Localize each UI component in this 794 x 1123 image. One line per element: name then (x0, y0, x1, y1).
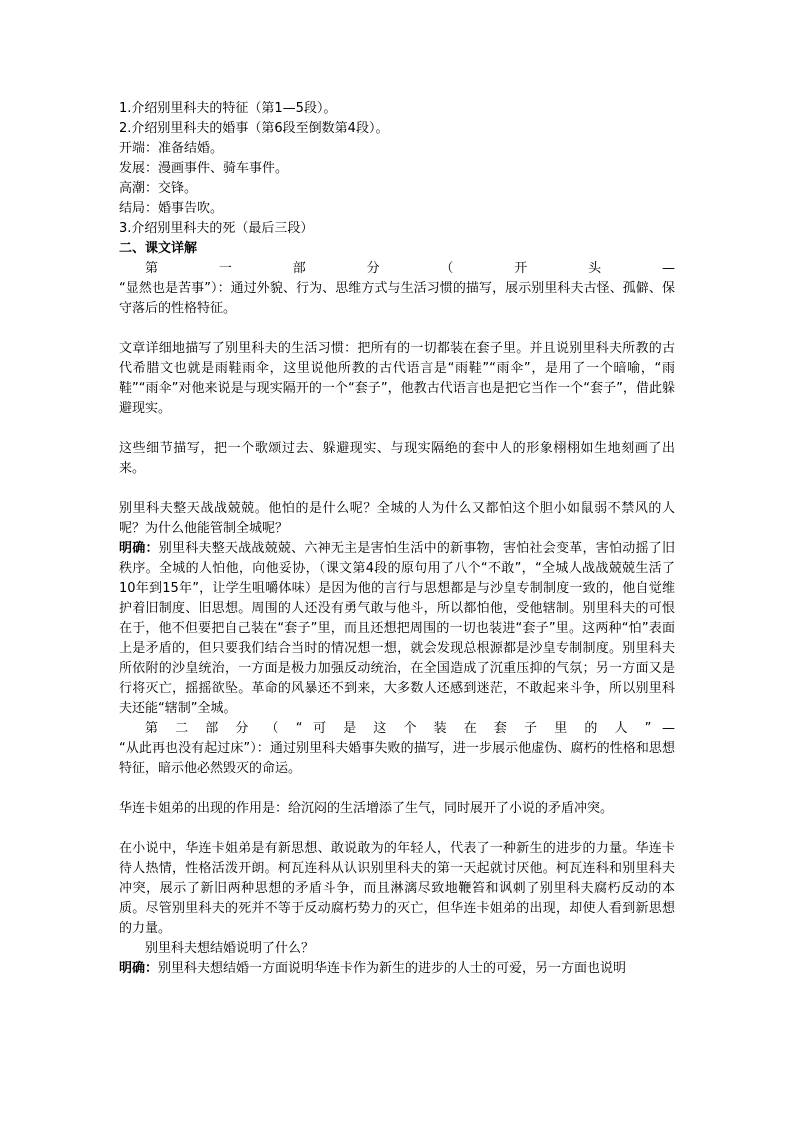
outline-sub-opening: 开端：准备结婚。 (119, 141, 224, 156)
part-one-title-line: 第 一 部 分 （ 开 头 — (145, 261, 675, 276)
paragraph-answer-fear (119, 539, 675, 719)
part-two-summary: “从此再也没有起过床”）：通过别里科夫婚事失败的描写，进一步展示他虚伪、腐朽的性格和思想特征，暗示他必然毁灭的命运。 (119, 741, 675, 776)
paragraph-question-marriage: 别里科夫想结婚说明了什么？ (145, 941, 315, 956)
outline-item-2: 2.介绍别里科夫的婚事（第6段至倒数第4段）。 (119, 121, 389, 136)
paragraph-answer-marriage (119, 959, 675, 979)
outline-sub-ending: 结局：婚事告吹。 (119, 201, 224, 216)
paragraph-habits: 文章详细地描写了别里科夫的生活习惯：把所有的一切都装在套子里。并且说别里科夫所教的古代希腊文也就是雨鞋雨伞，这里说他所教的古代语言是“雨鞋”“雨伞”，是用了一个暗喻，“雨鞋”“雨伞”对他来说是与现实隔开的一个“套子”，他教古代语言也是把它当作一个“套子”，借此躲避现实。 (119, 341, 675, 416)
outline-item-3: 3.介绍别里科夫的死（最后三段） (119, 221, 314, 236)
part-one-summary: “显然也是苦事”）：通过外貌、行为、思维方式与生活习惯的描写，展示别里科夫古怪、孤僻、保守落后的性格特征。 (119, 281, 675, 316)
paragraph-varenka-role: 华连卡姐弟的出现的作用是：给沉闷的生活增添了生气，同时展开了小说的矛盾冲突。 (119, 801, 614, 816)
answer-text: 别里科夫整天战战兢兢、六神无主是害怕生活中的新事物，害怕社会变革，害怕动摇了旧秩序。全城的人怕他，向他妥协，（课文第4段的原句用了八个“不敢”，“全城人战战兢兢生活了10年到15年”，让学生咀嚼体味）是因为他的言行与思想都是与沙皇专制制度一致的，他自觉维护着旧制度、旧思想。周围的人还没有勇气敢与他斗，所以都怕他，受他辖制。别里科夫的可恨在于，他不但要把自己装在“套子”里，而且还想把周围的一切也装进“套子”里。这两种“怕”表面上是矛盾的，但只要我们结合当时的情况想一想，就会发现总根源都是沙皇专制制度。别里科夫所依附的沙皇统治，一方面是极力加强反动统治，在全国造成了沉重压抑的气氛；另一方面又是行将灭亡，摇摇欲坠。革命的风暴还不到来，大多数人还感到迷茫，不敢起来斗争，所以别里科夫还能“辖制”全城。 (119, 541, 675, 716)
answer-label: 明确： (119, 961, 159, 976)
outline-item-1: 1.介绍别里科夫的特征（第1—5段）。 (119, 101, 337, 116)
section-heading: 二、课文详解 (119, 241, 198, 256)
outline-sub-development: 发展：漫画事件、骑车事件。 (119, 161, 289, 176)
outline-sub-climax: 高潮：交锋。 (119, 181, 198, 196)
answer-text: 别里科夫想结婚一方面说明华连卡作为新生的进步的人士的可爱，另一方面也说明 (158, 961, 627, 976)
paragraph-varenka-siblings: 在小说中，华连卡姐弟是有新思想、敢说敢为的年轻人，代表了一种新生的进步的力量。华连卡待人热情，性格活泼开朗。柯瓦连科从认识别里科夫的第一天起就讨厌他。柯瓦连科和别里科夫冲突，展示了新旧两种思想的矛盾斗争，而且淋漓尽致地鞭笞和讽刺了别里科夫腐朽反动的本质。尽管别里科夫的死并不等于反动腐朽势力的灭亡，但华连卡姐弟的出现，却使人看到新思想的力量。 (119, 841, 675, 936)
part-two-title-line: 第 二 部 分 （ “ 可 是 这 个 装 在 套 子 里 的 人 ” — (145, 721, 675, 736)
answer-label: 明确： (119, 541, 159, 556)
paragraph-question-fear: 别里科夫整天战战兢兢。他怕的是什么呢？全城的人为什么又都怕这个胆小如鼠弱不禁风的人呢？为什么他能管制全城呢？ (119, 501, 675, 536)
document-body (119, 99, 675, 979)
paragraph-details: 这些细节描写，把一个歌颂过去、躲避现实、与现实隔绝的套中人的形象栩栩如生地刻画了出来。 (119, 441, 675, 476)
